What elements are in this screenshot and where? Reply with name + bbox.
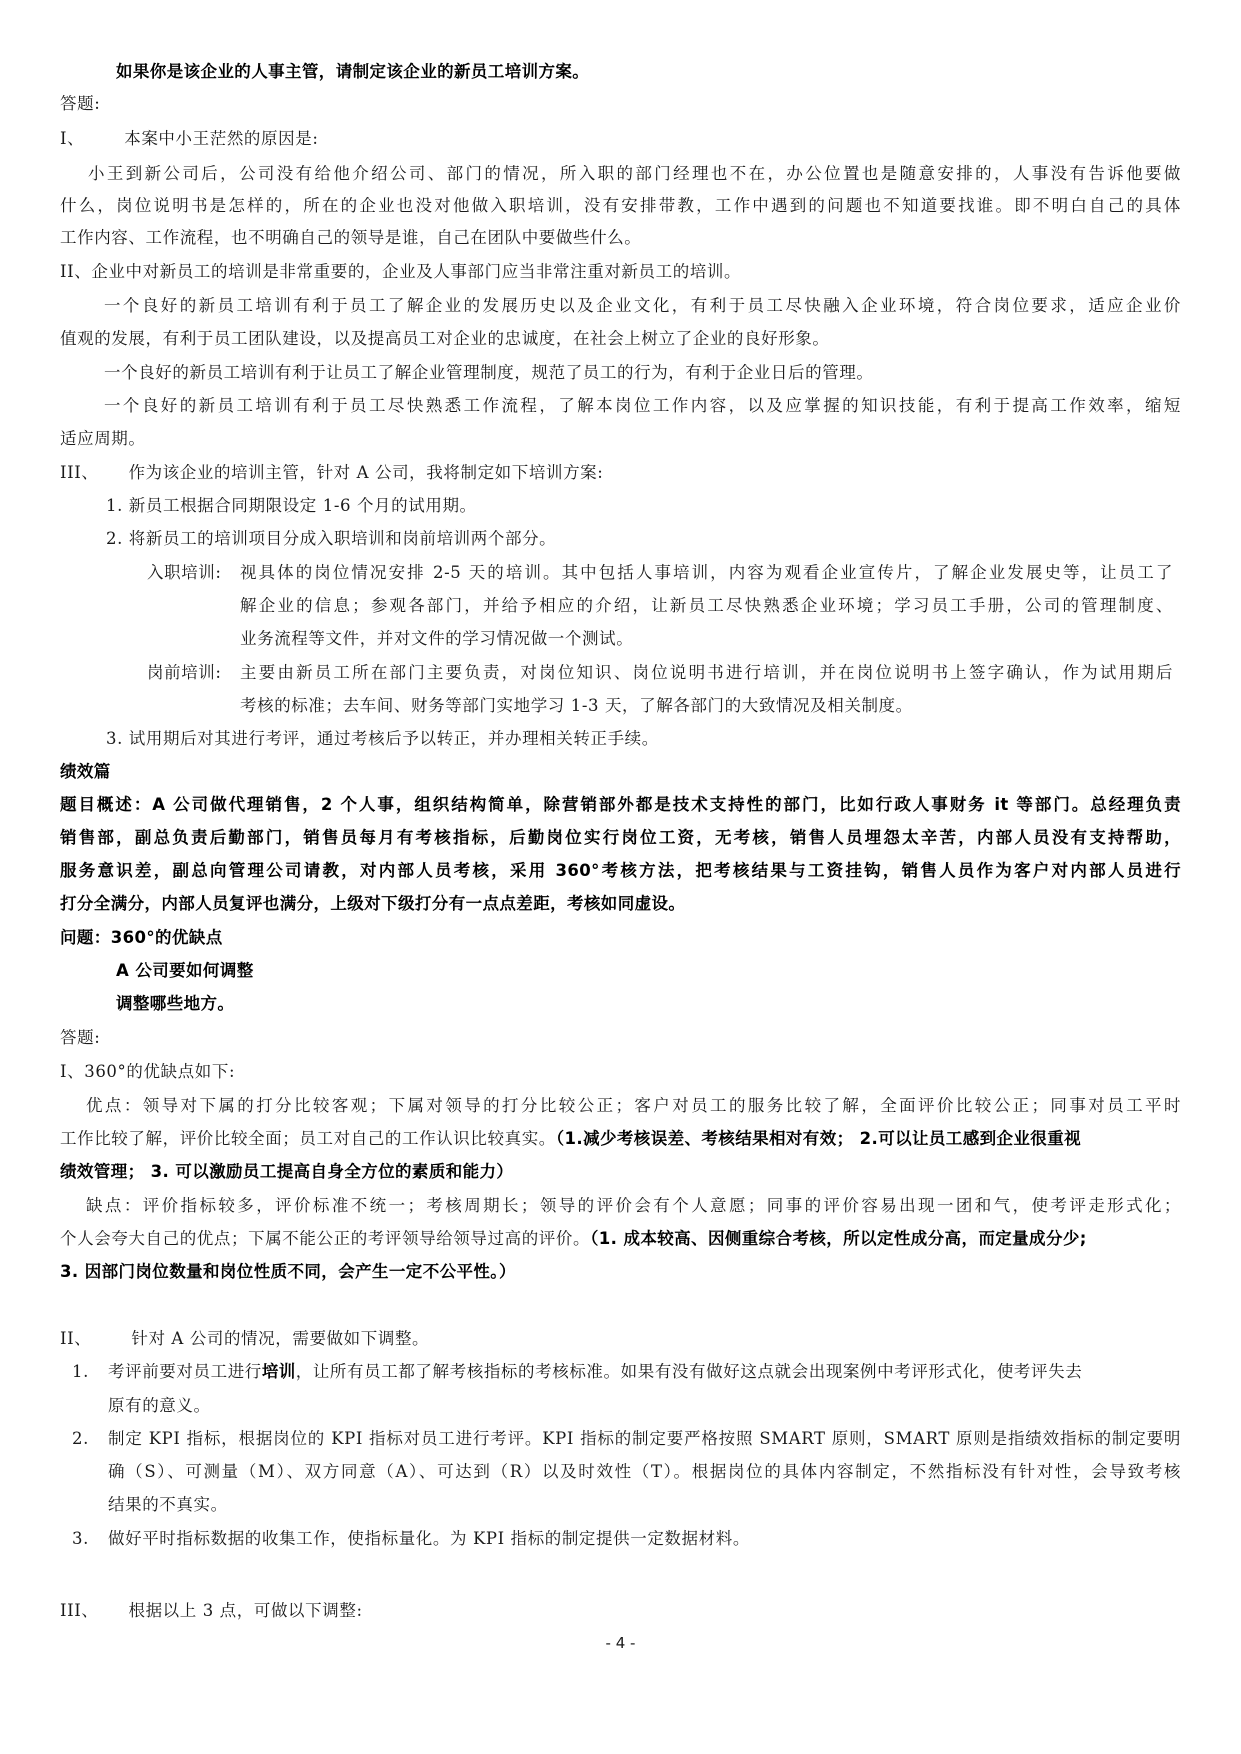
entry-training-line: 解企业的信息；参观各部门，并给予相应的介绍，让新员工尽快熟悉企业环境；学习员工手册，公司的管理制度、: [240, 596, 1173, 615]
adjustment-text: 考评前要对员工进行: [108, 1362, 262, 1381]
disadvantages-text: 个人会夸大自己的优点；下属不能公正的考评领导给领导过高的评价。: [60, 1229, 591, 1248]
answer-label: 答题:: [60, 94, 101, 113]
section-i-heading: I、360°的优缺点如下:: [60, 1062, 236, 1081]
paragraph-line: 一个良好的新员工培训有利于员工了解企业的发展历史以及企业文化，有利于员工尽快融入企业环境，符合岗位要求，适应企业价: [104, 296, 1181, 315]
paragraph-line: 值观的发展，有利于员工团队建设，以及提高员工对企业的忠诚度，在社会上树立了企业的良好形象。: [60, 329, 830, 348]
section-title: 针对 A 公司的情况，需要做如下调整。: [131, 1329, 430, 1348]
paragraph-line: 一个良好的新员工培训有利于让员工了解企业管理制度，规范了员工的行为，有利于企业日后的管理。: [104, 363, 874, 382]
list-item: 3. 试用期后对其进行考评，通过考核后予以转正，并办理相关转正手续。: [106, 729, 659, 748]
adjustment-number: 1.: [72, 1362, 89, 1381]
adjustment-number: 2.: [72, 1429, 89, 1448]
case-overview-line: 题目概述：A 公司做代理销售，2 个人事，组织结构简单，除营销部外都是技术支持性的部门，比如行政人事财务 it 等部门。总经理负责: [60, 795, 1181, 814]
advantages-line: 绩效管理； 3. 可以激励员工提高自身全方位的素质和能力）: [60, 1162, 514, 1181]
answer-label: 答题:: [60, 1028, 101, 1047]
adjustment-line: 做好平时指标数据的收集工作，使指标量化。为 KPI 指标的制定提供一定数据材料。: [108, 1529, 750, 1548]
disadvantages-line: [60, 1229, 1181, 1249]
section-roman: II、: [60, 1329, 92, 1348]
paragraph-line: 适应周期。: [60, 429, 146, 448]
performance-title: 绩效篇: [60, 762, 111, 781]
pre-post-training-line: 主要由新员工所在部门主要负责，对岗位知识、岗位说明书进行培训，并在岗位说明书上签字确认，作为试用期后: [240, 663, 1173, 682]
paragraph-line: 什么，岗位说明书是怎样的，所在的企业也没对他做入职培训，没有安排带教，工作中遇到的问题也不知道要找谁。即不明白自己的具体: [60, 196, 1181, 215]
section-ii-heading: [60, 1329, 1181, 1349]
case-overview-line: 销售部，副总负责后勤部门，销售员每月有考核指标，后勤岗位实行岗位工资，无考核，销售人员埋怨太辛苦，内部人员没有支持帮助，: [60, 828, 1181, 847]
section-title: 本案中小王茫然的原因是:: [124, 129, 319, 148]
training-question: 如果你是该企业的人事主管，请制定该企业的新员工培训方案。: [116, 62, 590, 81]
advantages-bold: （1.减少考核误差、考核结果相对有效； 2.可以让员工感到企业很重视: [555, 1129, 1081, 1148]
list-item: 1. 新员工根据合同期限设定 1-6 个月的试用期。: [106, 496, 477, 515]
pre-post-training-line: 考核的标准；去车间、财务等部门实地学习 1-3 天，了解各部门的大致情况及相关制度。: [240, 696, 913, 715]
disadvantages-bold: （1. 成本较高、因侧重综合考核，所以定性成分高，而定量成分少;: [590, 1229, 1087, 1248]
advantages-line: [60, 1129, 1181, 1149]
entry-training-line: 视具体的岗位情况安排 2-5 天的培训。其中包括人事培训，内容为观看企业宣传片，了解企业发展史等，让员工了: [240, 563, 1173, 582]
disadvantages-line: 缺点：评价指标较多，评价标准不统一；考核周期长；领导的评价会有个人意愿；同事的评价容易出现一团和气，使考评走形式化；: [86, 1196, 1181, 1215]
paragraph-line: 一个良好的新员工培训有利于员工尽快熟悉工作流程，了解本岗位工作内容，以及应掌握的知识技能，有利于提高工作效率，缩短: [104, 396, 1181, 415]
case-overview-line: 服务意识差，副总向管理公司请教，对内部人员考核，采用 360°考核方法，把考核结果与工资挂钩，销售人员作为客户对内部人员进行: [60, 861, 1181, 880]
section-ii-heading: II、企业中对新员工的培训是非常重要的，企业及人事部门应当非常注重对新员工的培训。: [60, 262, 742, 281]
adjustment-line: 原有的意义。: [108, 1396, 211, 1415]
advantages-line: 优点：领导对下属的打分比较客观；下属对领导的打分比较公正；客户对员工的服务比较了解，全面评价比较公正；同事对员工平时: [86, 1096, 1181, 1115]
paragraph-line: 工作内容、工作流程，也不明确自己的领导是谁，自己在团队中要做些什么。: [60, 228, 642, 247]
section-i-heading: [60, 129, 1181, 149]
section-roman: I、: [60, 129, 85, 148]
question-line: 问题：360°的优缺点: [60, 928, 223, 947]
pre-post-training-label: 岗前培训:: [147, 663, 222, 682]
list-item: 2. 将新员工的培训项目分成入职培训和岗前培训两个部分。: [106, 529, 557, 548]
question-line: A 公司要如何调整: [116, 961, 254, 980]
advantages-text: 工作比较了解，评价比较全面；员工对自己的工作认识比较真实。: [60, 1129, 556, 1148]
page-number: - 4 -: [605, 1634, 636, 1652]
adjustment-number: 3.: [72, 1529, 89, 1548]
section-roman: III、: [60, 1601, 99, 1620]
adjustment-text: ，让所有员工都了解考核指标的考核标准。如果有没有做好这点就会出现案例中考评形式化，使考评失去: [295, 1362, 1083, 1381]
entry-training-line: 业务流程等文件，并对文件的学习情况做一个测试。: [240, 629, 634, 648]
section-title: 作为该企业的培训主管，针对 A 公司，我将制定如下培训方案:: [128, 463, 604, 482]
entry-training-label: 入职培训:: [147, 563, 222, 582]
adjustment-emphasis: 培训: [261, 1362, 296, 1381]
adjustment-line: 确（S）、可测量（M）、双方同意（A）、可达到（R）以及时效性（T）。根据岗位的具体内容制定，不然指标没有针对性，会导致考核: [108, 1462, 1181, 1481]
paragraph-line: 小王到新公司后，公司没有给他介绍公司、部门的情况，所入职的部门经理也不在，办公位置也是随意安排的，人事没有告诉他要做: [88, 164, 1181, 183]
section-iii-heading: [60, 1601, 1181, 1621]
adjustment-line: [108, 1362, 1181, 1382]
adjustment-line: 制定 KPI 指标，根据岗位的 KPI 指标对员工进行考评。KPI 指标的制定要严格按照 SMART 原则，SMART 原则是指绩效指标的制定要明: [108, 1429, 1181, 1448]
section-iii-heading: [60, 463, 1181, 483]
question-line: 调整哪些地方。: [116, 994, 235, 1013]
disadvantages-line: 3. 因部门岗位数量和岗位性质不同，会产生一定不公平性。）: [60, 1262, 516, 1281]
section-roman: III、: [60, 463, 99, 482]
section-title: 根据以上 3 点，可做以下调整:: [128, 1601, 363, 1620]
case-overview-line: 打分全满分，内部人员复评也满分，上级对下级打分有一点点差距，考核如同虚设。: [60, 894, 686, 913]
adjustment-line: 结果的不真实。: [108, 1495, 228, 1514]
